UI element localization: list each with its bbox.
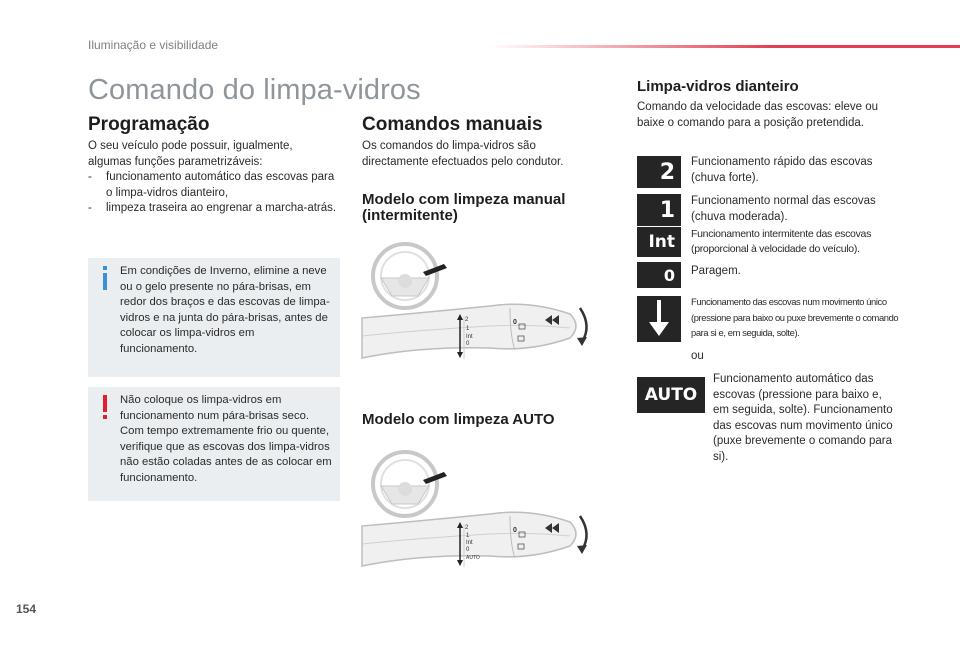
warning-note: [88, 387, 340, 501]
warning-icon: [100, 395, 110, 421]
info-note-text: Em condições de Inverno, elimine a neve ou o gelo presente no pára-brisas, em redor dos braços e das escovas de limpa-vidros e na junta do pára-brisas, antes de colocar os limpa-vidros em funcionamento.: [120, 265, 330, 355]
lever-mark-int: Int: [466, 540, 473, 546]
wiper-lever-auto-illustration: [360, 446, 600, 580]
badge-2-icon: 2: [637, 156, 681, 188]
arrow-down-icon: [637, 296, 681, 342]
steering-wheel-icon: [373, 244, 437, 308]
info-icon: [100, 266, 110, 292]
mode-text-auto: Funcionamento automático das escovas (pressione para baixo e, em seguida, solte). Funcionamento das escovas num movimento único (puxe brevemente o comando para si).: [713, 373, 893, 463]
programacao-heading: Programação: [88, 114, 210, 135]
lever-mark-0: 0: [466, 341, 470, 347]
header-accent-rule: [490, 45, 960, 48]
dianteiro-text: Comando da velocidade das escovas: eleve ou baixe o comando para a posição pretendida.: [637, 101, 879, 129]
dianteiro-heading: Limpa-vidros dianteiro: [637, 78, 799, 95]
steering-wheel-icon: [373, 452, 437, 516]
lever-mark-2: 2: [465, 525, 469, 531]
wiper-lever-manual-illustration: [360, 238, 600, 372]
lever-mark-0b: 0: [513, 527, 517, 534]
model-manual-heading: Modelo com limpeza manual (intermitente): [362, 191, 566, 224]
mode-text-0: Paragem.: [691, 265, 741, 277]
badge-int-icon: Int: [637, 227, 681, 257]
lever-mark-2: 2: [465, 317, 469, 323]
programacao-intro: O seu veículo pode possuir, igualmente, algumas funções parametrizáveis:: [88, 140, 293, 168]
lever-mark-0: 0: [466, 547, 470, 553]
manuais-text: Os comandos do limpa-vidros são directamente efectuados pelo condutor.: [362, 140, 564, 168]
page-number: 154: [16, 602, 37, 616]
programacao-text: [88, 139, 338, 217]
programacao-item: - limpeza traseira ao engrenar a marcha-atrás.: [88, 201, 338, 217]
lever-mark-0b: 0: [513, 319, 517, 326]
lever-mark-1: 1: [466, 326, 470, 332]
mode-text-int: Funcionamento intermitente das escovas (proporcional à velocidade do veículo).: [691, 228, 872, 255]
section-title: Iluminação e visibilidade: [88, 38, 219, 52]
model-auto-heading: Modelo com limpeza AUTO: [362, 411, 555, 428]
badge-1-icon: 1: [637, 194, 681, 226]
mode-text-single: Funcionamento das escovas num movimento único (pressione para baixo ou puxe brevemente o comando para si e, em seguida, solte).: [691, 296, 899, 338]
mode-text-1: Funcionamento normal das escovas (chuva moderada).: [691, 195, 876, 223]
badge-auto-icon: AUTO: [637, 377, 705, 413]
info-note: [88, 258, 340, 377]
warning-note-text: Não coloque os limpa-vidros em funcionamento num pára-brisas seco. Com tempo extremamente frio ou quente, verifique que as escovas dos limpa-vidros não estão coladas antes de as colocar em funcionamento.: [120, 394, 332, 484]
page-title: Comando do limpa-vidros: [88, 74, 421, 106]
programacao-item: - funcionamento automático das escovas para o limpa-vidros dianteiro,: [88, 170, 338, 201]
mode-text-2: Funcionamento rápido das escovas (chuva forte).: [691, 156, 873, 184]
ou-text: ou: [691, 350, 704, 362]
badge-0-icon: 0: [637, 262, 681, 288]
lever-mark-1: 1: [466, 533, 470, 539]
manuais-heading: Comandos manuais: [362, 114, 543, 135]
lever-mark-auto: AUTO: [466, 555, 480, 561]
lever-mark-int: Int: [466, 334, 473, 340]
